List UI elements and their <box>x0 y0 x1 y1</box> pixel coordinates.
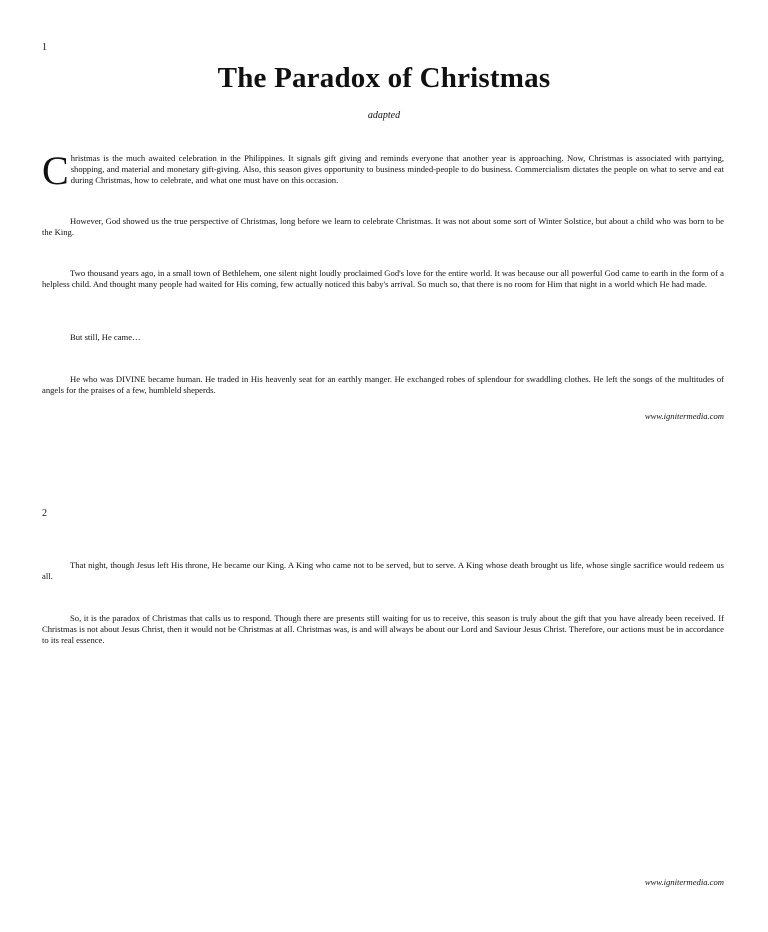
intro-paragraph-text: hristmas is the much awaited celebration in the Philippines. It signals gift giving and reminds everyone that another year is approaching. Now, Christmas is associated with partying, shopping, and material and monetary gift-giving. Also, this season gives opportunity to business minded-people to do business. Commercialism dictates the people on what to serve and eat during Christmas, how to celebrate, and what one must have on this occasion. <box>70 153 724 185</box>
document-page-2 <box>0 466 768 932</box>
document-title: The Paradox of Christmas <box>217 62 551 94</box>
paragraph-paradox: So, it is the paradox of Christmas that calls us to respond. Though there are presents still waiting for us to receive, this season is truly about the gift that you have already been received. If Christmas is not about Jesus Christ, then it would not be Christmas at all. Christmas was, is and will always be about our Lord and Saviour Jesus Christ. Therefore, our actions must be in accordance to its real essence. <box>42 613 724 645</box>
source-credit: www.ignitermedia.com <box>644 411 724 421</box>
paragraph-bethlehem: Two thousand years ago, in a small town of Bethlehem, one silent night loudly proclaimed God's love for the entire world. It was because our all powerful God came to earth in the form of a helpless child. And thought many people had waited for His coming, few actually noticed this baby's arrival. So much so, that there is no room for Him that night in a world which He had made. <box>42 268 724 289</box>
paragraph-he-came: But still, He came… <box>70 332 141 342</box>
paragraph-king: That night, though Jesus left His throne, He became our King. A King who came not to be served, but to serve. A King whose death brought us life, whose single sacrifice would redeem us all. <box>42 560 724 581</box>
document-subtitle: adapted <box>367 110 401 121</box>
intro-paragraph <box>42 148 724 193</box>
paragraph-divine: He who was DIVINE became human. He traded in His heavenly seat for an earthly manger. He exchanged robes of splendour for swaddling clothes. He left the songs of the multitudes of angels for the praises of a few, humbleld sheperds. <box>42 374 724 395</box>
paragraph-perspective: However, God showed us the true perspective of Christmas, long before we learn to celebrate Christmas. It was not about some sort of Winter Solstice, but about a child who was born to be the King. <box>42 216 724 237</box>
drop-cap: C <box>42 148 69 193</box>
page-number: 2 <box>42 508 47 519</box>
page-number: 1 <box>42 42 47 53</box>
source-credit: www.ignitermedia.com <box>644 877 724 887</box>
